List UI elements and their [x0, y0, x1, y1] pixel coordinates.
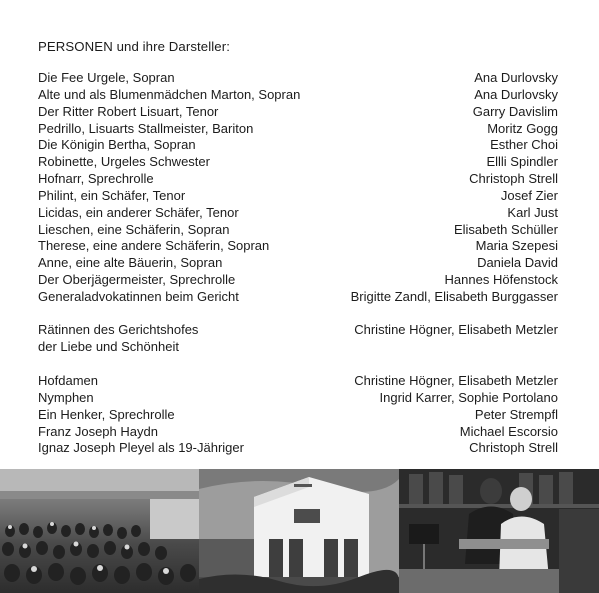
role-name: Pedrillo, Lisuarts Stallmeister, Bariton — [38, 120, 254, 136]
role-name: Alte und als Blumenmädchen Marton, Sopran — [38, 86, 301, 102]
cast-row — [38, 205, 558, 222]
performer-name: Garry Davislim — [472, 103, 558, 119]
role-name: Therese, eine andere Schäferin, Sopran — [38, 238, 270, 254]
performer-name: Moritz Gogg — [487, 120, 558, 136]
role-name: Hofnarr, Sprechrolle — [38, 171, 154, 187]
performer-name: Karl Just — [507, 204, 558, 220]
performer-name: Maria Szepesi — [475, 238, 558, 254]
cast-row — [38, 238, 558, 255]
cast-heading: PERSONEN und ihre Darsteller: — [38, 39, 230, 54]
building-photo — [199, 469, 399, 593]
performer-name: Ingrid Karrer, Sophie Portolano — [379, 389, 558, 405]
performer-name: Brigitte Zandl, Elisabeth Burggasser — [350, 288, 558, 304]
cast-row — [38, 322, 558, 339]
performer-name: Hannes Höfenstock — [444, 272, 558, 288]
role-name: Anne, eine alte Bäuerin, Sopran — [38, 255, 223, 271]
cast-row — [38, 272, 558, 289]
role-name: Die Fee Urgele, Sopran — [38, 70, 175, 85]
cast-row — [38, 289, 558, 306]
performer-name: Christoph Strell — [469, 440, 558, 456]
cast-row — [38, 70, 558, 87]
role-name: Die Königin Bertha, Sopran — [38, 137, 196, 153]
role-name: Nymphen — [38, 389, 94, 405]
performer-name: Peter Strempfl — [474, 406, 558, 422]
role-name: Ignaz Joseph Pleyel als 19-Jähriger — [38, 440, 244, 456]
cast-row — [38, 137, 558, 154]
cast-row — [38, 188, 558, 205]
role-name: Der Oberjägermeister, Sprechrolle — [38, 272, 236, 288]
cast-row — [38, 121, 558, 138]
role-name: Ein Henker, Sprechrolle — [38, 406, 175, 422]
performer-name: Ana Durlovsky — [474, 70, 558, 85]
cast-row — [38, 154, 558, 171]
cast-row — [38, 440, 558, 457]
cast-row — [38, 222, 558, 239]
performer-name: Elisabeth Schüller — [453, 221, 558, 237]
performer-name: Ana Durlovsky — [474, 86, 558, 102]
role-name: Franz Joseph Haydn — [38, 423, 158, 439]
cast-row — [38, 339, 558, 356]
photo-strip — [0, 469, 599, 593]
role-name: Lieschen, eine Schäferin, Sopran — [38, 221, 230, 237]
performer-name: Christine Högner, Elisabeth Metzler — [354, 373, 558, 388]
performer-name: Christine Högner, Elisabeth Metzler — [354, 322, 558, 337]
cast-list-council — [38, 322, 558, 356]
cast-row — [38, 255, 558, 272]
performer-name: Daniela David — [477, 255, 558, 271]
cast-row — [38, 87, 558, 104]
role-name: Robinette, Urgeles Schwester — [38, 154, 210, 170]
performer-name: Christoph Strell — [469, 171, 558, 187]
role-name: Licidas, ein anderer Schäfer, Tenor — [38, 204, 239, 220]
audience-photo — [0, 469, 199, 593]
role-name: Rätinnen des Gerichtshofes — [38, 322, 199, 337]
performer-name: Esther Choi — [490, 137, 558, 153]
role-name: Der Ritter Robert Lisuart, Tenor — [38, 103, 219, 119]
cast-list-main — [38, 70, 558, 306]
role-name: der Liebe und Schönheit — [38, 338, 179, 354]
cast-row — [38, 171, 558, 188]
cast-list-extra — [38, 373, 558, 457]
cast-row — [38, 104, 558, 121]
performer-name: Michael Escorsio — [459, 423, 558, 439]
cast-row — [38, 390, 558, 407]
role-name: Generaladvokatinnen beim Gericht — [38, 288, 239, 304]
cast-row — [38, 373, 558, 390]
cast-row — [38, 407, 558, 424]
role-name: Hofdamen — [38, 373, 98, 388]
performer-name: Ellli Spindler — [486, 154, 558, 170]
musicians-photo — [399, 469, 599, 593]
role-name: Philint, ein Schäfer, Tenor — [38, 187, 186, 203]
performer-name: Josef Zier — [500, 187, 558, 203]
cast-row — [38, 424, 558, 441]
